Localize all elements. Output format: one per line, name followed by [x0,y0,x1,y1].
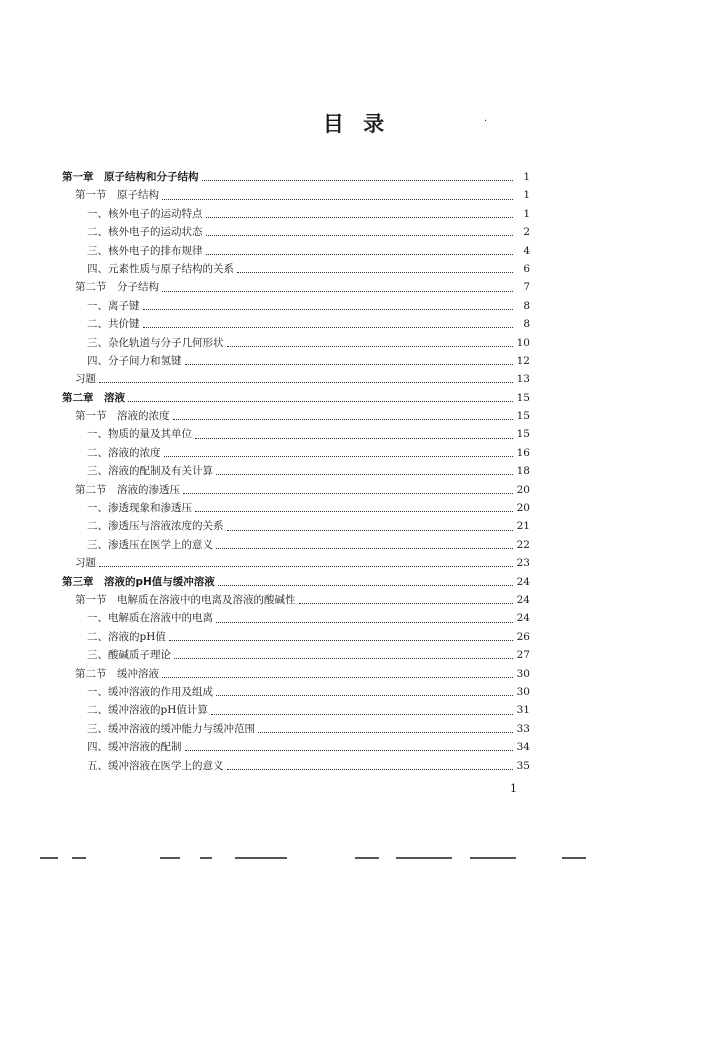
scan-rule [562,857,586,859]
toc-entry-page: 1 [523,207,530,220]
toc-entry-label: 二、溶液的浓度 [87,446,161,459]
toc-entry-section [62,665,530,683]
toc-entry-label: 三、酸碱质子理论 [87,649,171,662]
toc-entry-page: 24 [516,575,530,588]
toc-entry-label: 习题 [75,557,96,570]
dot-leader [128,400,513,402]
dot-leader [206,253,514,255]
toc-entry-label: 一、离子键 [87,299,140,312]
stray-dot: · [484,116,488,127]
scan-rule [355,857,379,859]
dot-leader [162,198,513,200]
page-number: 1 [510,782,517,795]
dot-leader [258,731,513,733]
dot-leader [143,308,514,310]
toc-entry-page: 1 [523,189,530,202]
toc-entry-page: 34 [516,741,530,754]
toc-entry-page: 20 [516,483,530,496]
toc-entry-page: 8 [523,318,530,331]
toc-entry-label: 三、溶液的配制及有关计算 [87,465,213,478]
toc-entry-item [62,646,530,664]
dot-leader [185,363,514,365]
toc-entry-page: 16 [516,446,530,459]
toc-entry-label: 三、缓冲溶液的缓冲能力与缓冲范围 [87,722,255,735]
toc-entry-label: 二、缓冲溶液的pH值计算 [87,704,208,717]
dot-leader [99,565,513,567]
toc-entry-item [62,462,530,480]
dot-leader [195,437,513,439]
dot-leader [216,694,513,696]
toc-entry-page: 20 [516,502,530,515]
dot-leader [216,621,513,623]
toc-entry-page: 22 [516,538,530,551]
scan-rule [235,857,287,859]
toc-entry-item [62,260,530,278]
toc-entry-page: 24 [516,593,530,606]
dot-leader [211,713,513,715]
toc-entry-item [62,536,530,554]
toc-entry-item [62,757,530,775]
toc-entry-label: 习题 [75,373,96,386]
scan-rule [40,857,58,859]
toc-entry-chapter [62,168,530,186]
dot-leader [202,179,514,181]
toc-entry-page: 13 [516,373,530,386]
dot-leader [195,510,513,512]
scan-rule [396,857,452,859]
toc-entry-label: 二、渗透压与溶液浓度的关系 [87,520,224,533]
toc-entry-page: 35 [516,759,530,772]
toc-entry-page: 6 [523,262,530,275]
toc-entry-label: 四、缓冲溶液的配制 [87,741,182,754]
toc-entry-section [62,186,530,204]
dot-leader [216,473,513,475]
page-title: 目 录 [322,112,391,136]
toc-entry-page: 31 [516,704,530,717]
toc-entry-page: 7 [523,281,530,294]
toc-entry-item [62,701,530,719]
toc-entry-chapter [62,389,530,407]
toc-entry-item [62,205,530,223]
toc-entry-page: 15 [516,391,530,404]
dot-leader [227,345,514,347]
toc-entry-label: 第二节 缓冲溶液 [75,667,159,680]
dot-leader [237,271,513,273]
dot-leader [183,492,513,494]
dot-leader [227,768,514,770]
toc-entry-label: 一、电解质在溶液中的电离 [87,612,213,625]
toc-entry-label: 二、溶液的pH值 [87,630,166,643]
toc-entry-label: 第三章 溶液的pH值与缓冲溶液 [62,575,215,588]
toc-entry-label: 一、核外电子的运动特点 [87,207,203,220]
dot-leader [227,529,514,531]
toc-entry-page: 15 [516,428,530,441]
toc-entry-section [62,278,530,296]
toc-entry-item [62,444,530,462]
toc-entry-label: 一、渗透现象和渗透压 [87,502,192,515]
dot-leader [206,234,514,236]
toc-entry-page: 30 [516,685,530,698]
dot-leader [206,216,514,218]
toc-entry-label: 四、分子间力和氢键 [87,354,182,367]
toc-entry-label: 第一节 溶液的浓度 [75,410,170,423]
toc-entry-item [62,425,530,443]
scan-rule [200,857,212,859]
toc-entry-page: 2 [523,226,530,239]
toc-entry-item [62,297,530,315]
dot-leader [164,455,514,457]
toc-entry-page: 26 [516,630,530,643]
dot-leader [143,326,514,328]
dot-leader [185,749,514,751]
scan-rule [160,857,180,859]
toc-entry-section [62,407,530,425]
toc-entry-exercise [62,554,530,572]
toc-entry-label: 五、缓冲溶液在医学上的意义 [87,759,224,772]
toc-entry-item [62,628,530,646]
toc-entry-item [62,720,530,738]
toc-entry-chapter [62,573,530,591]
toc-entry-label: 二、共价键 [87,318,140,331]
dot-leader [173,418,514,420]
toc-entry-section [62,481,530,499]
toc-entry-item [62,738,530,756]
dot-leader [162,676,513,678]
toc-entry-page: 23 [516,557,530,570]
toc-entry-item [62,499,530,517]
toc-entry-page: 18 [516,465,530,478]
scan-rule [72,857,86,859]
toc-entry-item [62,223,530,241]
toc-entry-item [62,315,530,333]
toc-entry-page: 8 [523,299,530,312]
toc-entry-label: 三、核外电子的排布规律 [87,244,203,257]
toc-entry-item [62,517,530,535]
dot-leader [216,547,513,549]
toc-entry-item [62,352,530,370]
dot-leader [218,584,513,586]
toc-entry-item [62,683,530,701]
toc-entry-item [62,609,530,627]
toc-entry-item [62,334,530,352]
toc-entry-label: 第二节 溶液的渗透压 [75,483,180,496]
toc-entry-page: 33 [516,722,530,735]
dot-leader [99,381,513,383]
toc-entry-section [62,591,530,609]
scan-rule [470,857,516,859]
toc-entry-page: 15 [516,410,530,423]
toc-entry-page: 24 [516,612,530,625]
toc-entry-exercise [62,370,530,388]
toc-entry-label: 第二节 分子结构 [75,281,159,294]
toc-entry-label: 一、物质的量及其单位 [87,428,192,441]
dot-leader [162,290,513,292]
toc-entry-label: 三、杂化轨道与分子几何形状 [87,336,224,349]
toc-entry-label: 二、核外电子的运动状态 [87,226,203,239]
toc-entry-page: 27 [516,649,530,662]
dot-leader [169,639,513,641]
toc-entry-page: 4 [523,244,530,257]
toc-entry-page: 12 [516,354,530,367]
toc-entry-label: 第一节 电解质在溶液中的电离及溶液的酸碱性 [75,593,296,606]
toc-entry-item [62,242,530,260]
toc-entry-label: 第一节 原子结构 [75,189,159,202]
toc-entry-page: 10 [516,336,530,349]
toc-entry-label: 三、渗透压在医学上的意义 [87,538,213,551]
toc-entry-page: 30 [516,667,530,680]
toc-entry-label: 第一章 原子结构和分子结构 [62,171,199,183]
toc-entry-label: 第二章 溶液 [62,391,125,404]
table-of-contents [62,168,530,775]
toc-entry-label: 一、缓冲溶液的作用及组成 [87,685,213,698]
dot-leader [174,657,513,659]
toc-entry-label: 四、元素性质与原子结构的关系 [87,262,234,275]
toc-entry-page: 21 [516,520,530,533]
toc-entry-page: 1 [523,171,530,183]
dot-leader [299,602,514,604]
